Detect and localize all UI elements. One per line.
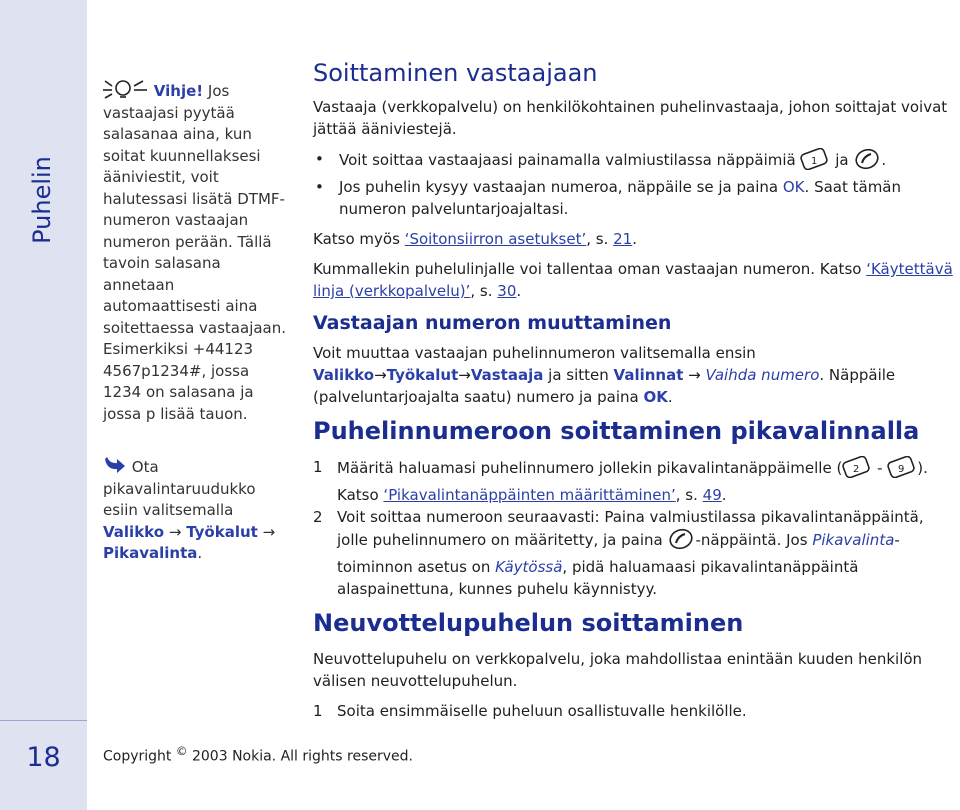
sidebar-divider (0, 720, 87, 721)
menu-tyokalut: Työkalut (386, 366, 459, 384)
step-text-b: -näppäintä. Jos (695, 531, 808, 549)
ok-key-label: OK (643, 388, 668, 406)
svg-text:9: 9 (898, 464, 905, 475)
step-end: . (721, 486, 727, 504)
page-number: 18 (26, 742, 61, 773)
menu-tyokalut: Työkalut (186, 522, 258, 541)
step-item (313, 700, 957, 722)
setting-kaytossa: Käytössä (495, 558, 563, 576)
main-content (313, 58, 957, 730)
step-number: 1 (313, 458, 323, 476)
menu-pikavalinta: Pikavalinta (103, 544, 198, 562)
key-1-voicemail-icon (800, 148, 830, 176)
step-item (313, 506, 957, 600)
step-text: Soita ensimmäiselle puheluun osallistuvalle henkilölle. (337, 702, 747, 720)
link-page-30[interactable]: 30 (497, 282, 517, 300)
paragraph-lines (313, 258, 957, 302)
steps-conference (313, 700, 957, 722)
menu-arrow: → (168, 522, 182, 541)
svg-text:1: 1 (811, 156, 818, 167)
call-key-icon (667, 528, 695, 556)
note-text: Ota pikavalintaruudukko esiin valitsemalla (103, 458, 256, 519)
link-page-49[interactable]: 49 (702, 486, 722, 504)
menu-valikko: Valikko (103, 522, 165, 541)
lines-text: Kummallekin puhelulinjalle voi tallentaa oman vastaajan numeron. Katso (313, 260, 862, 278)
copyright-footer (103, 744, 413, 765)
bullet-text-and: ja (835, 151, 849, 169)
heading-change-number: Vastaajan numeron muuttaminen (313, 312, 672, 334)
change-text-c: . Näppäile (palveluntarjoajalta saatu) numero ja paina (313, 366, 896, 406)
bullet-text-b: . Saat tämän numeron palveluntarjoajaltasi. (339, 178, 902, 218)
list-item (313, 176, 957, 220)
page-ref-text: , s. (470, 282, 493, 300)
chapter-title: Puhelin (28, 156, 56, 244)
call-key-icon (853, 148, 881, 176)
menu-vaihda-numero: Vaihda numero (705, 366, 820, 384)
step-dash: - (877, 459, 883, 477)
step-text: Voit soittaa numeroon seuraavasti: Paina valmiustilassa pikavalintanäppäintä, jolle puhelinnumero on määritetty, ja paina (337, 508, 924, 549)
tip-label: Vihje! (153, 82, 204, 100)
chapter-sidebar (0, 0, 87, 810)
lightbulb-tip-icon (103, 78, 149, 100)
copyright-label: Copyright (103, 748, 172, 765)
see-also-text: Katso myös (313, 230, 400, 248)
menu-valikko: Valikko (313, 366, 375, 384)
tip-text: Jos vastaajasi pyytää salasanaa aina, kun soitat kuunnellaksesi ääniviestit, voit halutessasi lisätä DTMF-numeron vastaajan numeron perään. Tällä tavoin salasana annetaan automaattisesti aina soitettaessa vastaajaan. Esimerkiksi +44123 4567p1234#, jossa 1234 on salasana ja jossa p lisää tauon. (103, 82, 287, 423)
step-text: Määritä haluamasi puhelinnumero jollekin pikavalintanäppäimelle ( (337, 459, 843, 477)
menu-arrow: → (374, 366, 387, 384)
copyright-text: 2003 Nokia. All rights reserved. (191, 748, 413, 765)
key-2-icon (842, 456, 872, 484)
step-text-d: , pidä haluamaasi pikavalintanäppäintä alaspainettuna, kunnes puhelu käynnistyy. (337, 558, 859, 598)
step-text-b: ). Katso (337, 459, 928, 504)
step-number: 1 (313, 702, 323, 720)
paragraph-intro: Vastaaja (verkkopalvelu) on henkilökohtainen puhelinvastaaja, johon soittajat voivat jättää ääniviestejä. (313, 98, 948, 138)
paragraph-end: . (516, 282, 522, 300)
bullet-text: Voit soittaa vastaajaasi painamalla valmiustilassa näppäimiä (339, 151, 796, 169)
bullet-list (313, 148, 957, 220)
link-page-21[interactable]: 21 (613, 230, 633, 248)
paragraph-change-number (313, 342, 957, 408)
steps-speed-dial (313, 456, 957, 600)
change-text-b: ja sitten (548, 366, 609, 384)
step-text-c: -toiminnon asetus on (337, 531, 900, 576)
step-item (313, 456, 957, 506)
menu-arrow: → (262, 522, 276, 541)
tip-note (103, 78, 289, 425)
page-ref-text: , s. (675, 486, 698, 504)
link-soitonsiirron-asetukset[interactable]: ‘Soitonsiirron asetukset’ (404, 230, 587, 248)
menu-vastaaja: Vastaaja (470, 366, 544, 384)
copyright-symbol: © (175, 744, 188, 758)
paragraph-end: . (667, 388, 673, 406)
step-number: 2 (313, 508, 323, 526)
menu-arrow: → (458, 366, 471, 384)
margin-notes (103, 78, 289, 565)
bullet-end: . (881, 151, 887, 169)
note-end: . (197, 544, 203, 562)
ok-key-label: OK (782, 178, 805, 196)
paragraph-see-also (313, 228, 957, 250)
change-text: Voit muuttaa vastaajan puhelinnumeron valitsemalla ensin (313, 344, 756, 362)
heading-voicemail: Soittaminen vastaajaan (313, 59, 598, 87)
key-9-icon (887, 456, 917, 484)
menu-valinnat: Valinnat (613, 366, 684, 384)
shortcut-note (103, 455, 289, 565)
paragraph-conference: Neuvottelupuhelu on verkkopalvelu, joka mahdollistaa enintään kuuden henkilön välisen neuvottelupuhelun. (313, 650, 923, 690)
paragraph-end: . (632, 230, 637, 248)
page-ref-text: , s. (586, 230, 609, 248)
setting-pikavalinta: Pikavalinta (812, 531, 895, 549)
arrow-note-icon (103, 455, 127, 475)
menu-arrow: → (688, 366, 701, 384)
heading-speed-dial: Puhelinnumeroon soittaminen pikavalinnalla (313, 417, 920, 445)
link-kaytettava-linja[interactable]: ‘Käytettävä linja (verkkopalvelu)’ (313, 260, 953, 300)
bullet-text: Jos puhelin kysyy vastaajan numeroa, näppäile se ja paina (339, 178, 779, 196)
svg-text:2: 2 (853, 464, 860, 475)
link-pikavalintanappainten[interactable]: ‘Pikavalintanäppäinten määrittäminen’ (383, 486, 676, 504)
heading-conference-call: Neuvottelupuhelun soittaminen (313, 609, 744, 637)
chapter-tab (22, 150, 62, 250)
list-item (313, 148, 957, 176)
